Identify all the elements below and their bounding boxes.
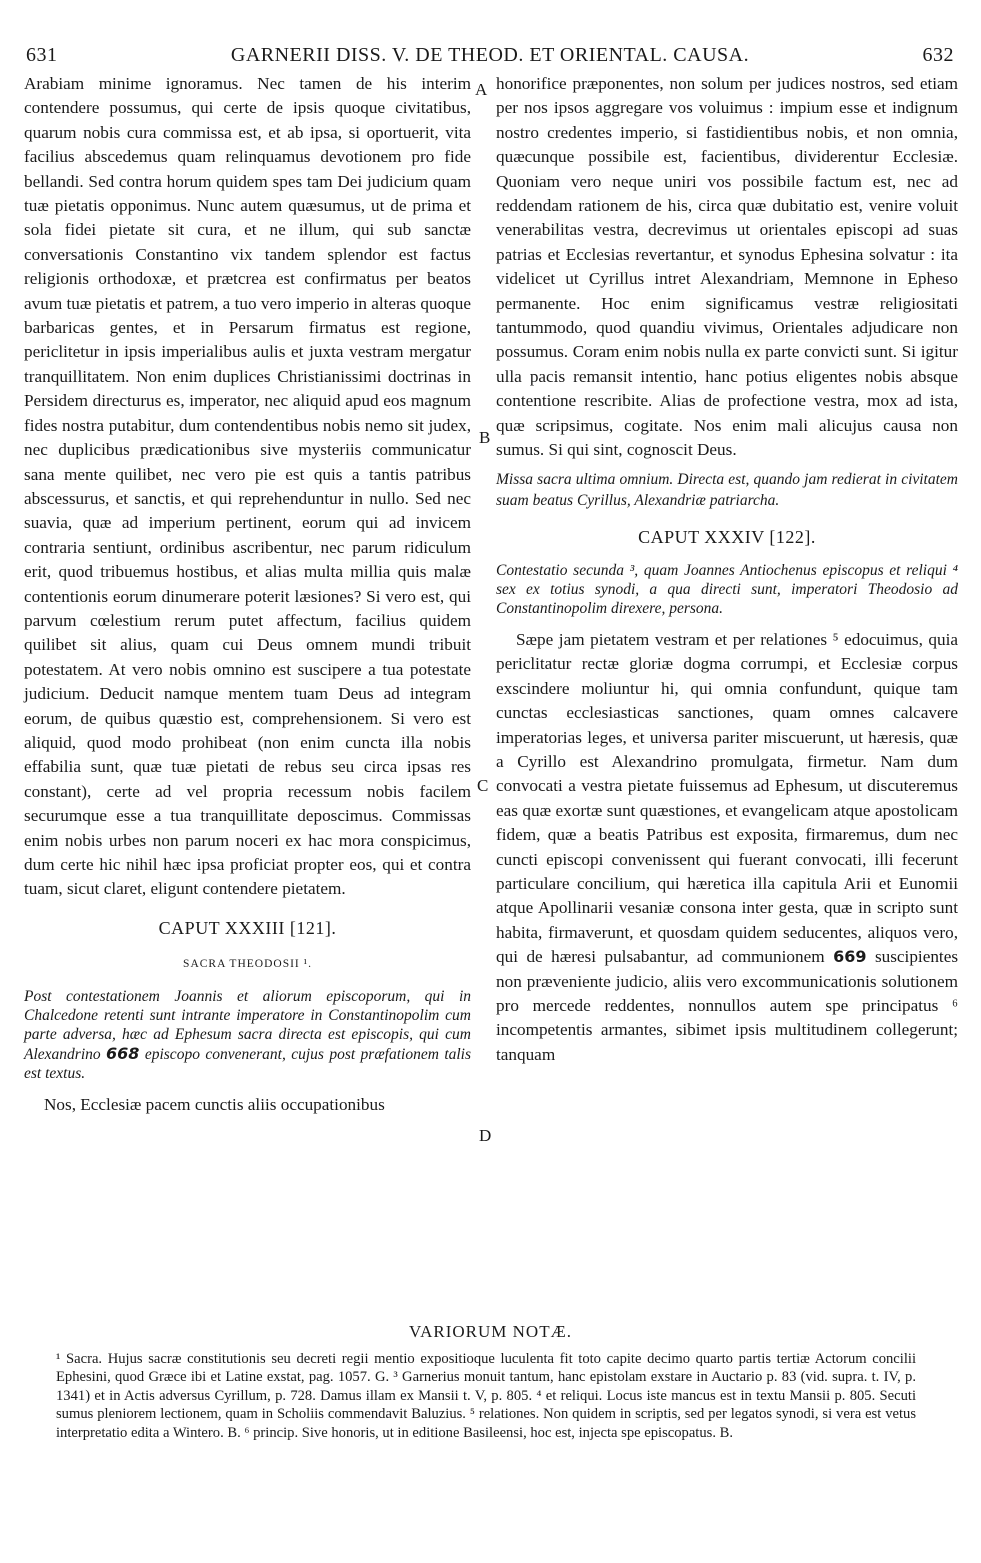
page-header: [26, 40, 954, 70]
right-column: [496, 72, 958, 1067]
margin-letter-d: D: [479, 1126, 492, 1145]
contestatio-summary: Contestatio secunda ³, quam Joannes Antiochenus episcopus et reliqui ⁴ sex ex totius synodi, a qua directi sunt, imperatori Theodosio ad Constantinopolim direxere, persona.: [496, 561, 958, 617]
chapter-heading-33: CAPUT XXXIII [121].: [158, 917, 337, 938]
chapter-subheading: SACRA THEODOSII ¹.: [183, 958, 312, 971]
left-column: [24, 72, 471, 1117]
left-paragraph: Arabiam minime ignoramus. Nec tamen de his interim contendere possumus, qui certe de ipsis quoque civitatibus, quarum nobis cura commissa est, et ab ipsa, si oportuerit, vita facilius abscedemus quam relinquamus devotionem pro fide bellandi. Sed contra horum quidem spes tam Dei judicium quam tuæ pietatis opponimus. Nunc autem quæsumus, ut de prima et sola fidei pietate sit cura, et ne illum, qui sub sanctæ conversationis Constantino vix tandem splendor est factus religionis orthodoxæ, et prætcrea est confirmatus per beatos avum tuæ pietatis et patrem, a tuo vero imperio in alteras quoque barbaricas gentes, et in Persarum firmatus est regione, periclitetur in ipsis imperialibus aulis et juxta vestram mergatur tranquillitatem. Non enim duplices Christianissimi doctrinas in Persidem directurus es, imperator, nec aliquid apud eos magnum fides nostra putabitur, dum contendentibus nobis nemo sit judex, nec duplicibus prædicationibus sive mysteriis communicatur sana mente quilibet, nec vero pie est quis a tantis patribus abscessurus, et sanctis, et qui reprehenduntur in nullo. Sed nec suavia, quæ ad imperium pertinent, eorum qui ad invicem contraria sentiunt, ordinibus ascribentur, nec parum ridiculum erit, quod tribuemus hostibus, et alias multa millia quis malæ contentionis eorum dinumerare poterit læsiones? Si vero est, qui parvum cœlestium rerum putet affectum, facilius quidem quilibet sit alius, quam cui Deus omnem mundi tribuit potestatem. At vero nobis omnino est suscipere a tua potestate judicium. Deducit namque mentem tuam Deus ad integram eorum, de quibus quæstio est, comprehensionem. Si vero est aliquid, quod modo prohibeat (non enim cuncta illa nobis effabilia sunt, quæ tuæ pietati de rebus seu circa ipsas res constant), certe ad vel propria recessum nobis facilem securumque esse a tua tranquillitate deposcimus. Commissas enim nobis urbes non parum noceri ex hac mora conspicimus, dum certe hic nihil hæc ipsa proficiat propter eos, qui et contra tuam, sicut claret, eligunt contendere pietatem.: [24, 74, 471, 899]
paragraph-text-pre: Sæpe jam pietatem vestram et per relationes ⁵ edocuimus, quia periclitatur rectæ gloriæ dogma corrumpi, et Ecclesiæ corpus exscindere moliuntur hi, qui omnia confundunt, quique tam cunctas ecclesiasticas sanctiones, quam omnes calcavere imperatorias leges, et universa pariter miscuerunt, ut hæresis, quæ a Cyrillo est Alexandrino promulgata, firmetur. Nam dum convocati a vestra pietate fuissemus ad Ephesum, ut discuteremus eas quæ exortæ sunt quæstiones, et evangelicam atque apostolicam fidem, quæ a beatis Patribus est exposita, firmaremus, dum nec cuncti episcopi convenissent qui fuerant convocati, illi fecerunt particulare concilium, qui hæretica illa capitula Arii et Eunomii atque Apollinarii vesaniæ consona inter gesta, quæ in scripto sunt habita, firmaverunt, et quosdam quidem seducentes, aliquos vero, qui de hæresi pulsabantur, ad communionem: [496, 629, 958, 967]
chapter-heading-34: CAPUT XXXIV [122].: [638, 526, 816, 547]
paragraph-text-post: suscipientes non præveniente judicio, aliis vero excommunicationis solutionem pro mercede reddentes, nonnullos autem spe principatus ⁶ incompetentis armantes, sibimet ipsis multitudinem collegerunt; tanquam: [496, 947, 959, 1064]
margin-letter-b: B: [479, 428, 491, 447]
margin-letter-a: A: [475, 80, 488, 99]
right-paragraph-1: honorifice præponentes, non solum per judices nostros, sed etiam per nos ipsos aggregare vos voluimus : impium esse et indignum nostro credentes imperio, si fastidientibus nobis, et non omnia, quæcunque possibile est, facientibus, dividerentur Ecclesiæ. Quoniam vero neque uniri vos possibile factum est, nec ad reddendam rationem de his, circa quæ dubitatio est, venire voluit venerabilitas vestra, decrevimus ut orientales episcopi ad suas patrias et Ecclesias revertantur, et synodus Ephesina solvatur : ita videlicet ut Cyrillus intret Alexandriam, Memnone in Epheso permanente. Hoc enim significamus vestræ religiositati tantummodo, quod quandiu vivimus, Orientales adjudicare non possumus. Coram enim nobis nulla ex parte convicti sunt. Si igitur ulla pacis remansit intentio, hanc potius eligentes nobis absque contentione rescribite. Alias de profectione vestra, mox ad ista, quæ scripsimus, cogitate. Nos enim mali alicujus causa non sumus. Si qui sint, cognoscit Deus.: [496, 74, 958, 460]
page-number-left: 631: [26, 44, 58, 66]
summary-text-pre: Post contestationem Joannis et aliorum episcoporum, qui in Chalcedone retenti sunt intrante imperatore in Constantinopolim cum parte adversa, hæc ad Ephesum sacra directa est episcopis, qui cum Alexandrino: [24, 987, 471, 1063]
right-paragraph-2: [496, 628, 958, 1067]
summary-text-post: episcopo convenerant, cujus post præfationem talis est textus.: [24, 1045, 472, 1082]
column-number-668: 668: [106, 1043, 140, 1063]
running-title: GARNERII DISS. V. DE THEOD. ET ORIENTAL. CAUSA.: [230, 44, 750, 66]
missa-note: Missa sacra ultima omnium. Directa est, quando jam redierat in civitatem suam beatus Cyrillus, Alexandriæ patriarcha.: [496, 470, 958, 509]
left-last-paragraph: Nos, Ecclesiæ pacem cunctis aliis occupationibus: [44, 1094, 385, 1114]
footnotes: ¹ Sacra. Hujus sacræ constitutionis seu decreti regii mentio expositioque luculenta fit toto capite decimo quarto partis tertiæ Actorum concilii Ephesini, quod Græce ibi et Latine exstat, pag. 1057. G. ³ Garnerius monuit tantum, hanc epistolam exstare in Auctario p. 83 (vid. supra. t. IV, p. 1341) et in Actis adversus Cyrillum, p. 728. Damus illam ex Mansii t. V, p. 805. ⁴ et reliqui. Locus iste mancus est in textu Mansii p. 805. Secuti sumus pleniorem lectionem, quam in Scholiis commendavit Baluzius. ⁵ relationes. Non quidem in scriptis, sed per legatos synodi, si vera est vetus interpretatio edita a Wintero. B. ⁶ princip. Sive honoris, ut in editione Basileensi, hoc est, injecta spe episcopatus. B.: [56, 1351, 916, 1441]
notes-title: VARIORUM NOTÆ.: [409, 1322, 572, 1341]
chapter-summary: [24, 987, 471, 1083]
margin-letter-c: C: [477, 776, 489, 795]
page-number-right: 632: [922, 44, 954, 66]
column-number-669: 669: [833, 947, 867, 967]
